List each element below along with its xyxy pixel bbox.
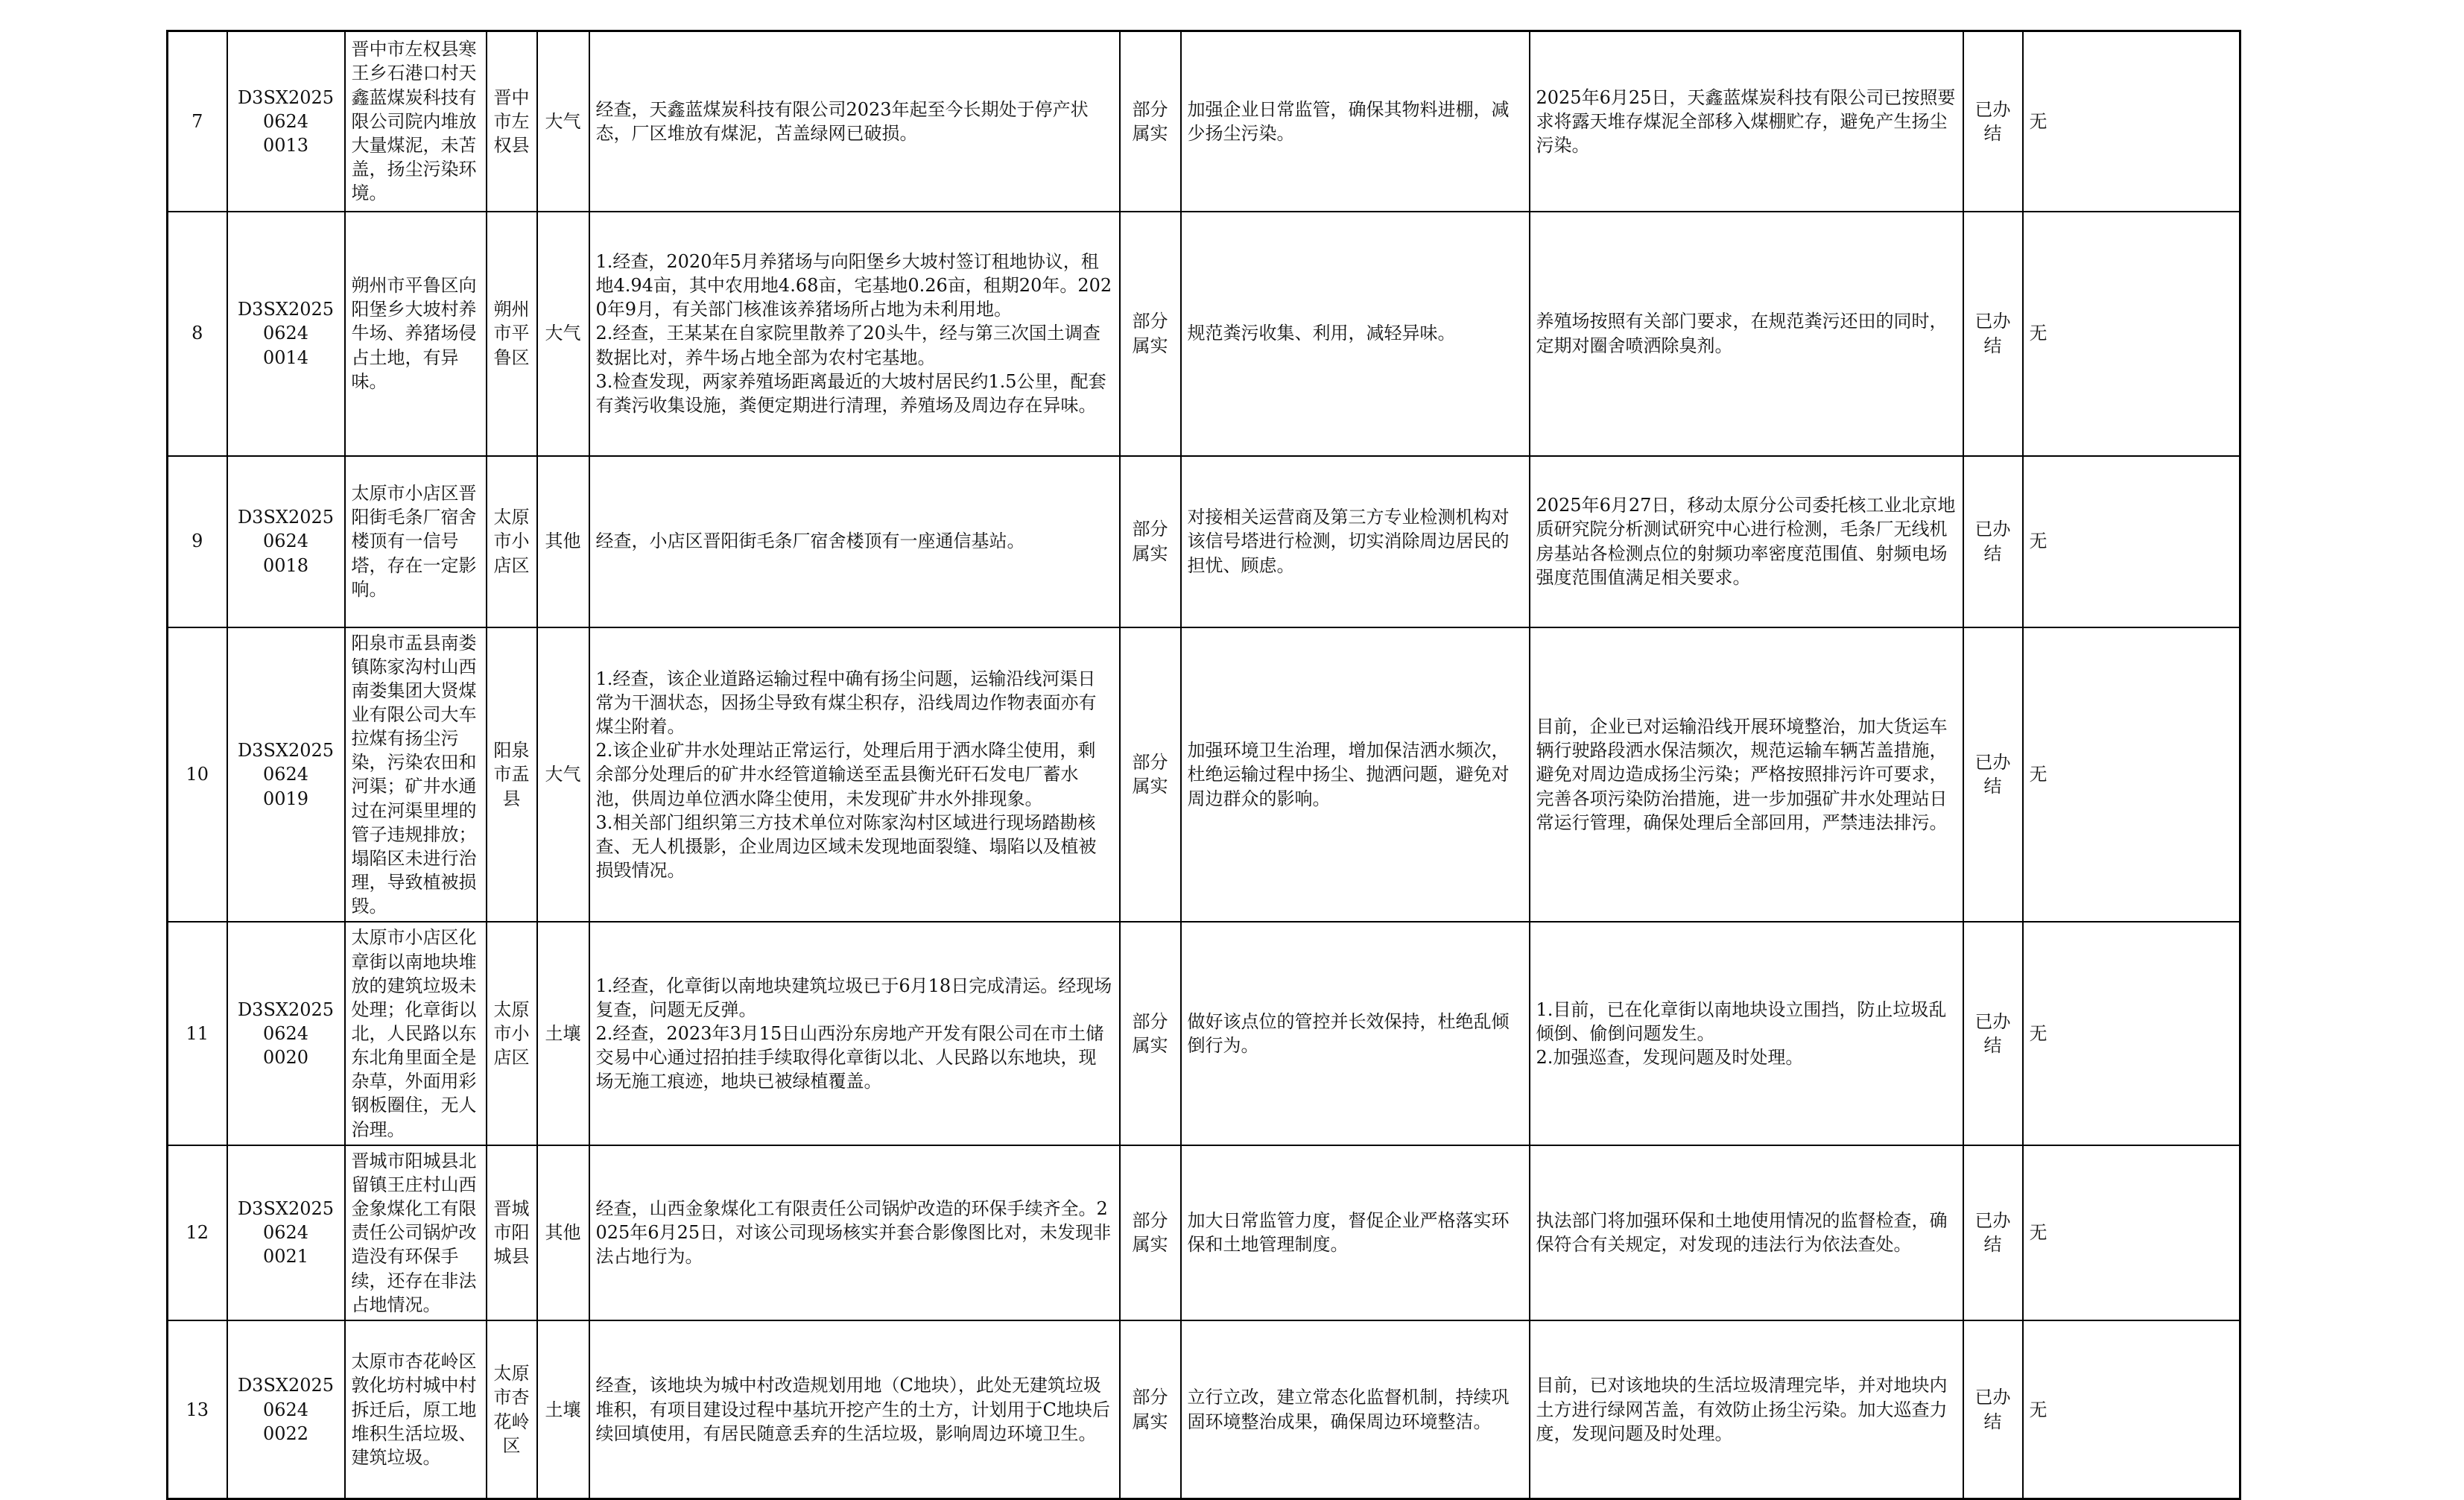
result-cell xyxy=(1530,212,1963,456)
case-code-cell-line: D3SX20250624 xyxy=(237,740,335,785)
area-cell xyxy=(487,1320,537,1499)
result-cell xyxy=(1530,922,1963,1145)
area-cell-line: 市平 xyxy=(493,323,530,344)
serial-number-cell: 10 xyxy=(168,627,227,923)
area-cell-line: 县 xyxy=(502,788,521,809)
case-code-cell-line: 0021 xyxy=(262,1246,309,1268)
findings-cell-line: 2.经查，2023年3月15日山西汾东房地产开发有限公司在市土储交易中心通过招拍挂手续取得化章街以北、人民路以东地块，现场无施工痕迹，地块已被绿植覆盖。 xyxy=(595,1023,1104,1092)
case-code-cell xyxy=(227,627,345,923)
complaint-text-cell: 朔州市平鲁区向阳堡乡大坡村养牛场、养猪场侵占土地，有异味。 xyxy=(345,212,487,456)
table-row xyxy=(168,212,2240,456)
verified-status-cell-line: 属实 xyxy=(1132,335,1168,356)
area-cell-line: 市盂 xyxy=(493,764,530,785)
completion-status-cell-line: 结 xyxy=(1983,776,2002,797)
findings-cell-line: 2.经查，王某某在自家院里散养了20头牛，经与第三次国土调查数据比对，养牛场占地全部为农村宅基地。 xyxy=(595,323,1100,368)
case-code-cell-line: D3SX20250624 xyxy=(237,507,335,552)
verified-status-cell-line: 部分 xyxy=(1132,311,1168,332)
accountability-cell: 无 xyxy=(2023,31,2240,212)
table-row xyxy=(168,456,2240,627)
completion-status-cell-line: 结 xyxy=(1983,1234,2002,1256)
verified-status-cell xyxy=(1120,922,1181,1145)
result-cell-line: 1.目前，已在化章街以南地块设立围挡，防止垃圾乱倾倒、偷倒问题发生。 xyxy=(1536,999,1947,1044)
findings-cell xyxy=(589,31,1120,212)
verified-status-cell-line: 属实 xyxy=(1132,1234,1168,1256)
serial-number-cell: 8 xyxy=(168,212,227,456)
verified-status-cell-line: 属实 xyxy=(1132,542,1168,564)
pollution-type-cell: 大气 xyxy=(537,212,589,456)
findings-cell xyxy=(589,1320,1120,1499)
area-cell-line: 店区 xyxy=(493,1047,530,1069)
completion-status-cell-line: 已办 xyxy=(1974,519,2011,540)
verified-status-cell xyxy=(1120,627,1181,923)
case-code-cell-line: 0020 xyxy=(262,1047,309,1069)
verified-status-cell-line: 部分 xyxy=(1132,1210,1168,1232)
result-cell xyxy=(1530,31,1963,212)
case-code-cell-line: D3SX20250624 xyxy=(237,999,335,1044)
verified-status-cell-line: 属实 xyxy=(1132,776,1168,797)
accountability-cell: 无 xyxy=(2023,922,2240,1145)
accountability-cell: 无 xyxy=(2023,1320,2240,1499)
case-code-cell-line: 0014 xyxy=(262,346,309,368)
serial-number-cell: 11 xyxy=(168,922,227,1145)
area-cell-line: 太原 xyxy=(493,507,530,528)
completion-status-cell-line: 结 xyxy=(1983,542,2002,564)
case-code-cell-line: 0022 xyxy=(262,1423,309,1444)
completion-status-cell xyxy=(1963,31,2023,212)
case-code-cell xyxy=(227,212,345,456)
accountability-cell: 无 xyxy=(2023,212,2240,456)
complaint-text-cell: 晋中市左权县寒王乡石港口村天鑫蓝煤炭科技有限公司院内堆放大量煤泥，未苫盖，扬尘污染环境。 xyxy=(345,31,487,212)
completion-status-cell xyxy=(1963,627,2023,923)
result-cell xyxy=(1530,1145,1963,1320)
case-code-cell xyxy=(227,922,345,1145)
accountability-cell: 无 xyxy=(2023,627,2240,923)
verified-status-cell-line: 部分 xyxy=(1132,1387,1168,1408)
pollution-type-cell: 其他 xyxy=(537,1145,589,1320)
findings-cell-line: 经查，该地块为城中村改造规划用地（C地块），此处无建筑垃圾堆积，有项目建设过程中基坑开挖产生的土方，计划用于C地块后续回填使用，有居民随意丢弃的生活垃圾，影响周边环境卫生。 xyxy=(595,1375,1110,1444)
verified-status-cell-line: 属实 xyxy=(1132,122,1168,144)
area-cell-line: 朔州 xyxy=(493,299,530,320)
result-cell-line: 执法部门将加强环保和土地使用情况的监督检查，确保符合有关规定，对发现的违法行为依法查处。 xyxy=(1536,1210,1948,1256)
result-cell-line: 2.加强巡查，发现问题及时处理。 xyxy=(1536,1047,1804,1069)
case-code-cell xyxy=(227,31,345,212)
completion-status-cell xyxy=(1963,922,2023,1145)
completion-status-cell-line: 结 xyxy=(1983,1411,2002,1432)
area-cell-line: 鲁区 xyxy=(493,346,530,368)
completion-status-cell-line: 已办 xyxy=(1974,1010,2011,1032)
accountability-cell: 无 xyxy=(2023,456,2240,627)
findings-cell xyxy=(589,1145,1120,1320)
findings-cell-line: 3.检查发现，两家养殖场距离最近的大坡村居民约1.5公里，配套有粪污收集设施，粪便定期进行清理，养殖场及周边存在异味。 xyxy=(595,370,1106,416)
completion-status-cell xyxy=(1963,212,2023,456)
verified-status-cell xyxy=(1120,1145,1181,1320)
table-row xyxy=(168,31,2240,212)
completion-status-cell-line: 已办 xyxy=(1974,98,2011,120)
measures-cell: 对接相关运营商及第三方专业检测机构对该信号塔进行检测，切实消除周边居民的担忧、顾虑。 xyxy=(1181,456,1530,627)
measures-cell: 加大日常监管力度，督促企业严格落实环保和土地管理制度。 xyxy=(1181,1145,1530,1320)
result-cell-line: 养殖场按照有关部门要求，在规范粪污还田的同时，定期对圈舍喷洒除臭剂。 xyxy=(1536,311,1948,356)
serial-number-cell: 13 xyxy=(168,1320,227,1499)
verified-status-cell-line: 部分 xyxy=(1132,1010,1168,1032)
verified-status-cell xyxy=(1120,31,1181,212)
measures-cell: 加强环境卫生治理，增加保洁洒水频次，杜绝运输过程中扬尘、抛洒问题，避免对周边群众的影响。 xyxy=(1181,627,1530,923)
verified-status-cell-line: 部分 xyxy=(1132,752,1168,773)
completion-status-cell-line: 结 xyxy=(1983,1035,2002,1057)
area-cell-line: 城县 xyxy=(493,1246,530,1268)
accountability-cell: 无 xyxy=(2023,1145,2240,1320)
verified-status-cell-line: 部分 xyxy=(1132,519,1168,540)
pollution-type-cell: 其他 xyxy=(537,456,589,627)
pollution-type-cell: 大气 xyxy=(537,31,589,212)
complaint-text-cell: 太原市小店区化章街以南地块堆放的建筑垃圾未处理；化章街以北，人民路以东东北角里面全是杂草，外面用彩钢板圈住，无人治理。 xyxy=(345,922,487,1145)
verified-status-cell xyxy=(1120,1320,1181,1499)
result-cell-line: 2025年6月27日，移动太原分公司委托核工业北京地质研究院分析测试研究中心进行检测，毛条厂无线机房基站各检测点位的射频功率密度范围值、射频电场强度范围值满足相关要求。 xyxy=(1536,495,1956,588)
verified-status-cell-line: 属实 xyxy=(1132,1035,1168,1057)
completion-status-cell-line: 已办 xyxy=(1974,311,2011,332)
findings-cell-line: 1.经查，该企业道路运输过程中确有扬尘问题，运输沿线河渠日常为干涸状态，因扬尘导致有煤尘积存，沿线周边作物表面亦有煤尘附着。 xyxy=(595,668,1097,738)
findings-cell-line: 2.该企业矿井水处理站正常运行，处理后用于洒水降尘使用，剩余部分处理后的矿井水经管道输送至盂县衡光矸石发电厂蓄水池，供周边单位洒水降尘使用，未发现矿井水外排现象。 xyxy=(595,740,1096,809)
complaint-text-cell: 阳泉市盂县南娄镇陈家沟村山西南娄集团大贤煤业有限公司大车拉煤有扬尘污染，污染农田和河渠；矿井水通过在河渠里埋的管子违规排放；塌陷区未进行治理，导致植被损毁。 xyxy=(345,627,487,923)
measures-cell: 做好该点位的管控并长效保持，杜绝乱倾倒行为。 xyxy=(1181,922,1530,1145)
serial-number-cell: 7 xyxy=(168,31,227,212)
completion-status-cell-line: 已办 xyxy=(1974,1210,2011,1232)
case-code-cell-line: 0018 xyxy=(262,554,309,576)
case-code-cell-line: D3SX20250624 xyxy=(237,1375,335,1420)
completion-status-cell-line: 已办 xyxy=(1974,1387,2011,1408)
pollution-type-cell: 大气 xyxy=(537,627,589,923)
area-cell xyxy=(487,31,537,212)
area-cell xyxy=(487,212,537,456)
case-code-cell-line: D3SX20250624 xyxy=(237,86,335,132)
area-cell-line: 权县 xyxy=(493,134,530,156)
measures-cell: 立行立改，建立常态化监督机制，持续巩固环境整治成果，确保周边环境整洁。 xyxy=(1181,1320,1530,1499)
area-cell-line: 市杏 xyxy=(493,1387,530,1408)
result-cell-line: 2025年6月25日，天鑫蓝煤炭科技有限公司已按照要求将露天堆存煤泥全部移入煤棚贮存，避免产生扬尘污染。 xyxy=(1536,86,1956,156)
case-code-cell xyxy=(227,1320,345,1499)
findings-cell xyxy=(589,212,1120,456)
completion-status-cell-line: 结 xyxy=(1983,122,2002,144)
area-cell-line: 晋城 xyxy=(493,1198,530,1220)
result-cell xyxy=(1530,1320,1963,1499)
case-code-cell-line: D3SX20250624 xyxy=(237,299,335,344)
verified-status-cell-line: 部分 xyxy=(1132,98,1168,120)
serial-number-cell: 9 xyxy=(168,456,227,627)
completion-status-cell xyxy=(1963,1320,2023,1499)
complaint-text-cell: 太原市杏花岭区敦化坊村城中村拆迁后，原工地堆积生活垃圾、建筑垃圾。 xyxy=(345,1320,487,1499)
result-cell xyxy=(1530,456,1963,627)
area-cell-line: 花岭 xyxy=(493,1411,530,1432)
area-cell-line: 太原 xyxy=(493,1363,530,1385)
completion-status-cell xyxy=(1963,456,2023,627)
result-cell-line: 目前，企业已对运输沿线开展环境整治，加大货运车辆行驶路段洒水保洁频次，规范运输车辆苫盖措施，避免对周边造成扬尘污染；严格按照排污许可要求，完善各项污染防治措施，进一步加强矿井水处理站日常运行管理，确保处理后全部回用，严禁违法排污。 xyxy=(1536,716,1948,833)
measures-cell: 规范粪污收集、利用，减轻异味。 xyxy=(1181,212,1530,456)
area-cell xyxy=(487,627,537,923)
findings-cell-line: 经查，山西金象煤化工有限责任公司锅炉改造的环保手续齐全。2025年6月25日，对该公司现场核实并套合影像图比对，未发现非法占地行为。 xyxy=(595,1198,1112,1268)
findings-cell-line: 1.经查，2020年5月养猪场与向阳堡乡大坡村签订租地协议，租地4.94亩，其中农用地4.68亩，宅基地0.26亩，租期20年。2020年9月，有关部门核准该养猪场所占地为未利用地。 xyxy=(595,250,1112,320)
completion-status-cell-line: 已办 xyxy=(1974,752,2011,773)
area-cell xyxy=(487,922,537,1145)
verified-status-cell-line: 属实 xyxy=(1132,1411,1168,1432)
area-cell-line: 太原 xyxy=(493,999,530,1020)
measures-cell: 加强企业日常监管，确保其物料进棚，减少扬尘污染。 xyxy=(1181,31,1530,212)
area-cell xyxy=(487,456,537,627)
complaint-table xyxy=(166,30,2241,1500)
complaint-text-cell: 太原市小店区晋阳街毛条厂宿舍楼顶有一信号塔，存在一定影响。 xyxy=(345,456,487,627)
findings-cell xyxy=(589,627,1120,923)
findings-cell xyxy=(589,922,1120,1145)
case-code-cell xyxy=(227,456,345,627)
table-row xyxy=(168,922,2240,1145)
result-cell xyxy=(1530,627,1963,923)
table-row xyxy=(168,627,2240,923)
findings-cell-line: 经查，小店区晋阳街毛条厂宿舍楼顶有一座通信基站。 xyxy=(595,531,1025,552)
findings-cell-line: 1.经查，化章街以南地块建筑垃圾已于6月18日完成清运。经现场复查，问题无反弹。 xyxy=(595,975,1112,1020)
completion-status-cell xyxy=(1963,1145,2023,1320)
area-cell-line: 市小 xyxy=(493,531,530,552)
verified-status-cell xyxy=(1120,456,1181,627)
pollution-type-cell: 土壤 xyxy=(537,1320,589,1499)
complaint-text-cell: 晋城市阳城县北留镇王庄村山西金象煤化工有限责任公司锅炉改造没有环保手续，还存在非法占地情况。 xyxy=(345,1145,487,1320)
area-cell-line: 阳泉 xyxy=(493,740,530,762)
pollution-type-cell: 土壤 xyxy=(537,922,589,1145)
case-code-cell-line: D3SX20250624 xyxy=(237,1198,335,1244)
case-code-cell xyxy=(227,1145,345,1320)
area-cell-line: 店区 xyxy=(493,554,530,576)
area-cell-line: 市小 xyxy=(493,1023,530,1044)
area-cell-line: 市阳 xyxy=(493,1222,530,1244)
area-cell-line: 晋中 xyxy=(493,86,530,108)
result-cell-line: 目前，已对该地块的生活垃圾清理完毕，并对地块内土方进行绿网苫盖，有效防止扬尘污染。加大巡查力度，发现问题及时处理。 xyxy=(1536,1375,1948,1444)
findings-cell xyxy=(589,456,1120,627)
area-cell-line: 市左 xyxy=(493,110,530,132)
completion-status-cell-line: 结 xyxy=(1983,335,2002,356)
serial-number-cell: 12 xyxy=(168,1145,227,1320)
case-code-cell-line: 0013 xyxy=(262,134,309,156)
area-cell xyxy=(487,1145,537,1320)
findings-cell-line: 经查，天鑫蓝煤炭科技有限公司2023年起至今长期处于停产状态，厂区堆放有煤泥，苫盖绿网已破损。 xyxy=(595,98,1089,144)
table-row xyxy=(168,1145,2240,1320)
findings-cell-line: 3.相关部门组织第三方技术单位对陈家沟村区域进行现场踏勘核查、无人机摄影，企业周边区域未发现地面裂缝、塌陷以及植被损毁情况。 xyxy=(595,811,1097,881)
verified-status-cell xyxy=(1120,212,1181,456)
area-cell-line: 区 xyxy=(502,1434,521,1456)
case-code-cell-line: 0019 xyxy=(262,788,309,809)
table-row xyxy=(168,1320,2240,1499)
